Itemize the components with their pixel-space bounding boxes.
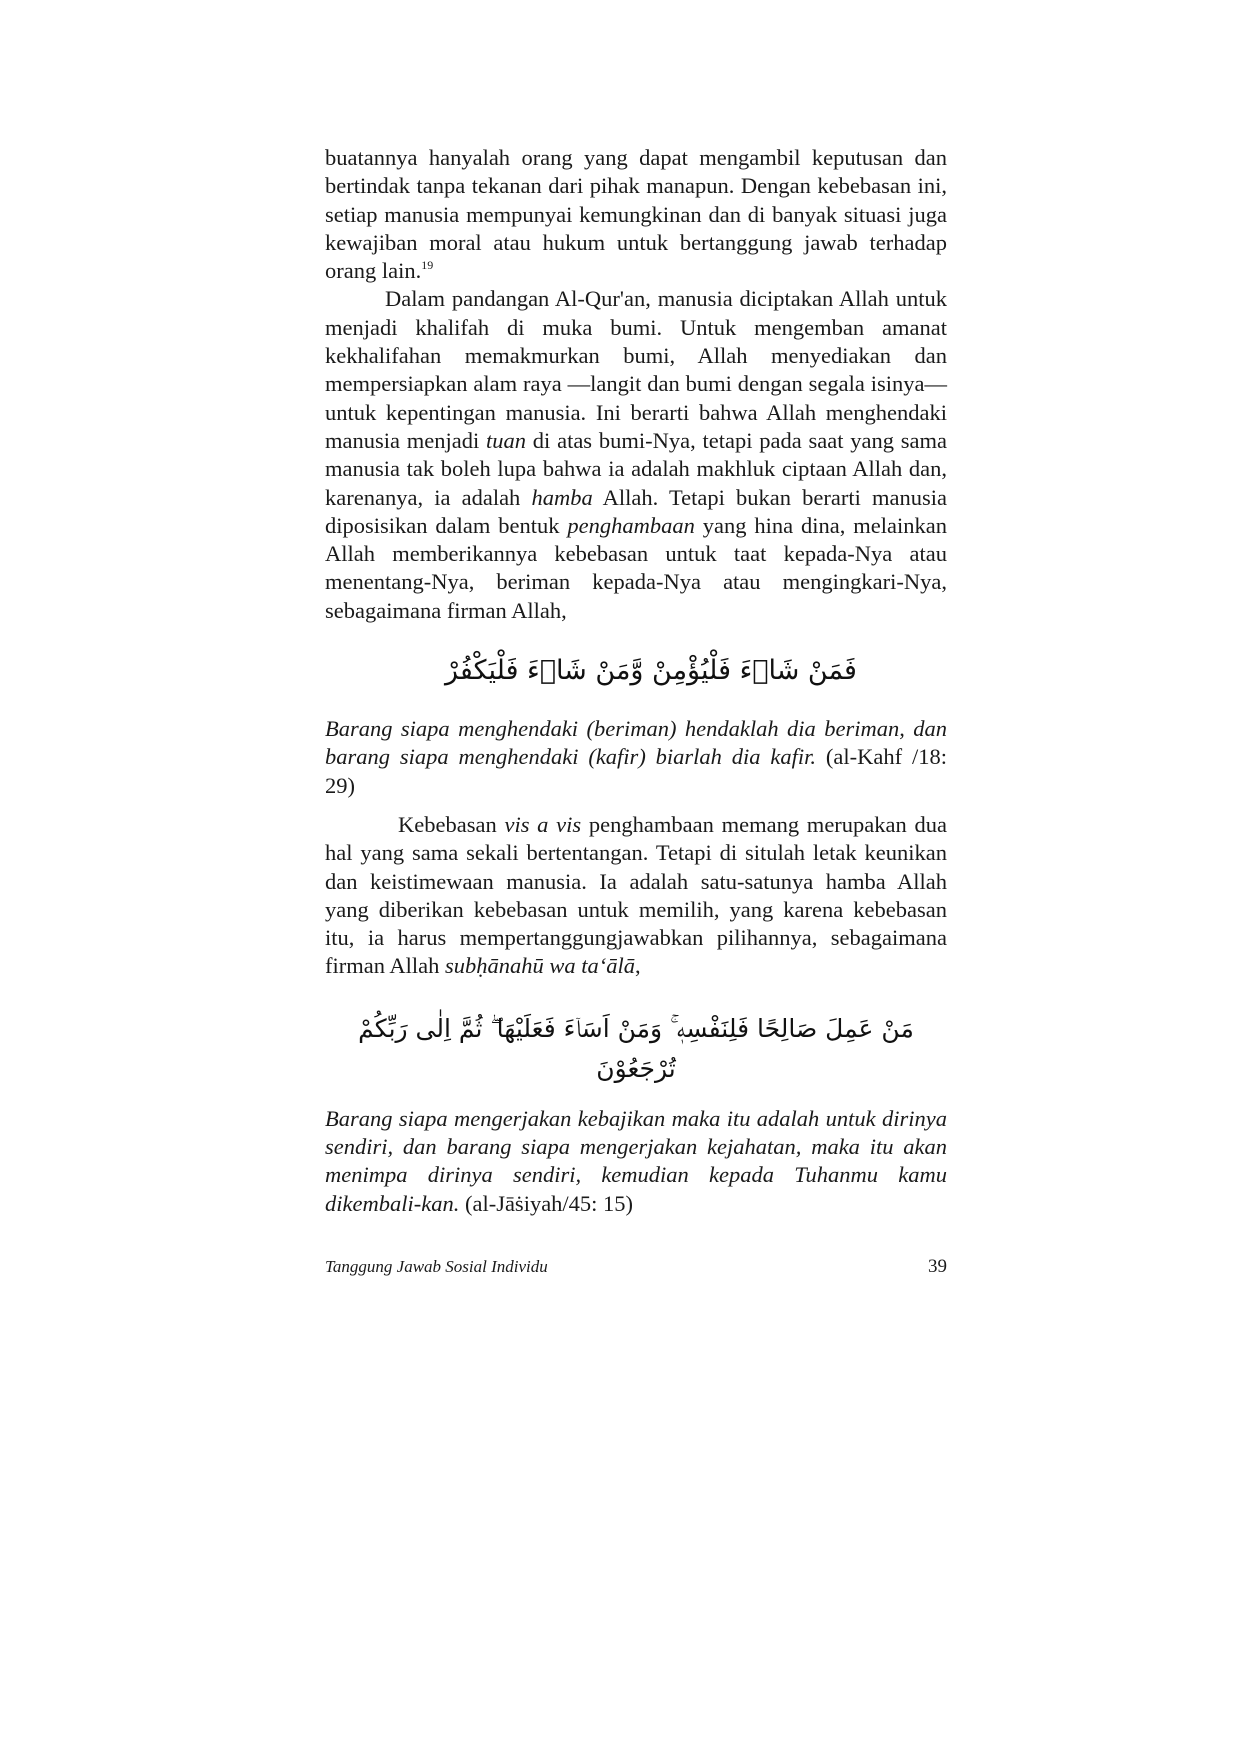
italic-term-vis-a-vis: vis a vis	[504, 811, 582, 837]
verse-1-translation-text: Barang siapa menghendaki (beriman) hendaklah dia beriman, dan barang siapa menghendaki (kafir) biarlah dia kafir.	[325, 716, 947, 770]
footnote-marker[interactable]: 19	[421, 258, 434, 273]
quran-verse-arabic-2: مَنْ عَمِلَ صَالِحًا فَلِنَفْسِهٖ ۚ وَمَنْ اَسَاۤءَ فَعَلَيْهَا ۖ ثُمَّ اِلٰى رَبِّكُمْ تُرْجَعُوْنَ	[358, 1013, 914, 1083]
quran-verse-arabic-1: فَمَنْ شَاۤءَ فَلْيُؤْمِنْ وَّمَنْ شَاۤءَ فَلْيَكْفُرْ	[445, 655, 857, 687]
running-title: Tanggung Jawab Sosial Individu	[325, 1257, 548, 1276]
paragraph-2	[325, 285, 947, 625]
verse-2-translation	[325, 1105, 947, 1218]
page-footer	[325, 1254, 947, 1280]
italic-term-tuan: tuan	[486, 427, 527, 453]
paragraph-2-text: yang hina dina, melainkan Allah memberikannya kebebasan untuk taat kepada-Nya atau menentang-Nya, beriman kepada-Nya atau mengingkari-Nya, sebagaimana firman Allah,	[325, 512, 947, 623]
paragraph-3-text: penghambaan memang merupakan dua hal yang sama sekali bertentangan. Tetapi di situlah letak keunikan dan keistimewaan manusia. Ia adalah satu-satunya hamba Allah yang diberikan kebebasan untuk memilih, yang karena kebebasan itu, ia harus mempertanggungjawabkan pilihannya, sebagaimana firman Allah	[325, 811, 947, 979]
italic-term-penghambaan: penghambaan	[567, 512, 695, 538]
paragraph-3-text: ,	[635, 953, 641, 979]
paragraph-1-text: buatannya hanyalah orang yang dapat mengambil keputusan dan bertindak tanpa tekanan dari pihak manapun. Dengan kebebasan ini, setiap manusia mempunyai kemungkinan dan di banyak situasi juga kewajiban moral atau hukum untuk bertanggung jawab terhadap orang lain.	[325, 145, 947, 284]
italic-term-hamba: hamba	[531, 484, 593, 510]
paragraph-1	[325, 144, 947, 285]
paragraph-2-text: Dalam pandangan Al-Qur'an, manusia diciptakan Allah untuk menjadi khalifah di muka bumi. Untuk mengemban amanat kekhalifahan memakmurkan bumi, Allah menyediakan dan mempersiapkan alam raya —langit dan bumi dengan segala isinya— untuk kepentingan manusia. Ini berarti bahwa Allah menghendaki manusia menjadi	[325, 286, 947, 453]
italic-term-subhanahu: subḥānahū wa ta‘ālā	[444, 953, 635, 979]
verse-1-reference: (al-Kahf /18: 29)	[325, 744, 947, 798]
paragraph-2-text: Allah. Tetapi bukan berarti manusia diposisikan dalam bentuk	[325, 484, 948, 538]
page-body	[325, 144, 947, 1218]
verse-1-translation	[325, 715, 947, 800]
page-number: 39	[928, 1256, 947, 1277]
paragraph-3-text: Kebebasan	[398, 811, 505, 837]
paragraph-3	[325, 811, 947, 981]
verse-2-translation-text: Barang siapa mengerjakan kebajikan maka itu adalah untuk dirinya sendiri, dan barang siapa mengerjakan kejahatan, maka itu akan menimpa dirinya sendiri, kemudian kepada Tuhanmu kamu dikembali-kan.	[325, 1105, 947, 1216]
verse-2-reference: (al-Jāṡiyah/45: 15)	[459, 1190, 634, 1216]
paragraph-2-text: di atas bumi-Nya, tetapi pada saat yang sama manusia tak boleh lupa bahwa ia adalah makhluk ciptaan Allah dan, karenanya, ia adalah	[325, 427, 947, 510]
